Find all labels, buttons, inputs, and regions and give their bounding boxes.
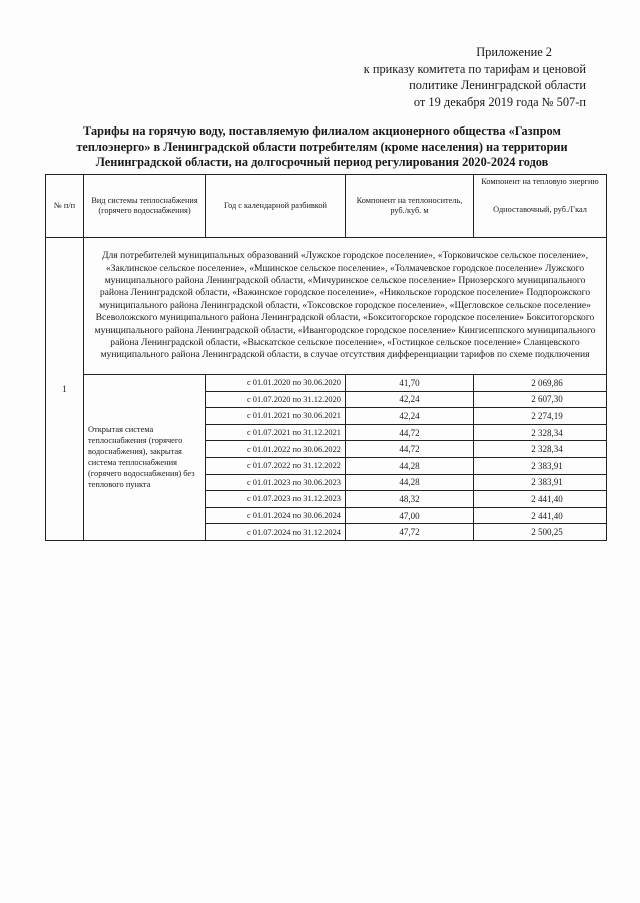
energy-value-cell: 2 383,91 bbox=[474, 457, 607, 474]
carrier-value-cell: 44,28 bbox=[346, 474, 474, 491]
header-energy-component bbox=[474, 175, 607, 238]
appendix-date-line: от 19 декабря 2019 года № 507-п bbox=[413, 94, 586, 109]
document-title: Тарифы на горячую воду, поставляемую филиалом акционерного общества «Газпром теплоэнерго» в Ленинградской области потребителям (кроме населения) на территории Ленинградской области, на долгосрочный период регулирования 2020-2024 годов bbox=[76, 124, 568, 169]
period-cell: с 01.01.2021 по 30.06.2021 bbox=[206, 408, 346, 425]
energy-value-cell: 2 441,40 bbox=[474, 507, 607, 524]
period-cell: с 01.07.2020 по 31.12.2020 bbox=[206, 391, 346, 408]
header-energy-unit: Одноставочный, руб./Гкал bbox=[493, 204, 587, 214]
energy-value-cell: 2 274,19 bbox=[474, 408, 607, 425]
system-type-cell: Открытая система теплоснабжения (горячего водоснабжения), закрытая система теплоснабжения (горячего водоснабжения) без теплового пункта bbox=[84, 375, 206, 541]
carrier-value-cell: 44,72 bbox=[346, 424, 474, 441]
header-year: Год с календарной разбивкой bbox=[206, 175, 346, 238]
consumers-row bbox=[46, 238, 607, 375]
carrier-value-cell: 44,72 bbox=[346, 441, 474, 458]
energy-value-cell: 2 441,40 bbox=[474, 491, 607, 508]
carrier-value-cell: 41,70 bbox=[346, 375, 474, 392]
carrier-value-cell: 42,24 bbox=[346, 408, 474, 425]
period-cell: с 01.07.2022 по 31.12.2022 bbox=[206, 457, 346, 474]
header-number: № п/п bbox=[46, 175, 84, 238]
period-cell: с 01.01.2024 по 30.06.2024 bbox=[206, 507, 346, 524]
carrier-value-cell: 44,28 bbox=[346, 457, 474, 474]
carrier-value-cell: 48,32 bbox=[346, 491, 474, 508]
table-row bbox=[46, 375, 607, 392]
energy-value-cell: 2 383,91 bbox=[474, 474, 607, 491]
header-energy-label: Компонент на тепловую энергию bbox=[481, 177, 599, 186]
period-cell: с 01.07.2021 по 31.12.2021 bbox=[206, 424, 346, 441]
period-cell: с 01.01.2023 по 30.06.2023 bbox=[206, 474, 346, 491]
consumers-description: Для потребителей муниципальных образований «Лужское городское поселение», «Торковичское сельское поселение», «Заклинское сельское поселение», «Мшинское сельское поселение», «Толмачевское городское поселение» Лужского муниципального района Ленинградской области, «Мичуринское сельское поселение» Приозерского муниципального района Ленинградской области, «Важинское городское поселение», «Никольское городское поселение» Подпорожского муниципального района Ленинградской области, «Токсовское городское поселение», «Щегловское сельское поселение» Всеволожского муниципального района Ленинградской области, «Бокситогорское городское поселение» Бокситогорского муниципального района Ленинградской области, «Ивангородское городское поселение» Кингисеппского муниципального района Ленинградской области, «Выскатское сельское поселение», «Гостицкое сельское поселение» Сланцевского муниципального района Ленинградской области, в случае отсутствия дифференциации тарифов по схеме подключения bbox=[84, 238, 607, 375]
tariff-table bbox=[45, 174, 607, 541]
header-carrier-component: Компонент на теплоноситель, руб./куб. м bbox=[346, 175, 474, 238]
energy-value-cell: 2 500,25 bbox=[474, 524, 607, 541]
appendix-title: Приложение 2 bbox=[476, 45, 552, 59]
table-header-row bbox=[46, 175, 607, 238]
appendix-committee-line: политике Ленинградской области bbox=[409, 78, 586, 92]
carrier-value-cell: 47,00 bbox=[346, 507, 474, 524]
header-system-type: Вид системы теплоснабжения (горячего водоснабжения) bbox=[84, 175, 206, 238]
appendix-order-line: к приказу комитета по тарифам и ценовой bbox=[363, 61, 586, 76]
row-number: 1 bbox=[46, 238, 84, 541]
energy-value-cell: 2 069,86 bbox=[474, 375, 607, 392]
carrier-value-cell: 47,72 bbox=[346, 524, 474, 541]
energy-value-cell: 2 328,34 bbox=[474, 424, 607, 441]
energy-value-cell: 2 328,34 bbox=[474, 441, 607, 458]
carrier-value-cell: 42,24 bbox=[346, 391, 474, 408]
appendix-block bbox=[286, 44, 586, 110]
period-cell: с 01.07.2023 по 31.12.2023 bbox=[206, 491, 346, 508]
period-cell: с 01.07.2024 по 31.12.2024 bbox=[206, 524, 346, 541]
period-cell: с 01.01.2020 по 30.06.2020 bbox=[206, 375, 346, 392]
energy-value-cell: 2 607,30 bbox=[474, 391, 607, 408]
period-cell: с 01.01.2022 по 30.06.2022 bbox=[206, 441, 346, 458]
